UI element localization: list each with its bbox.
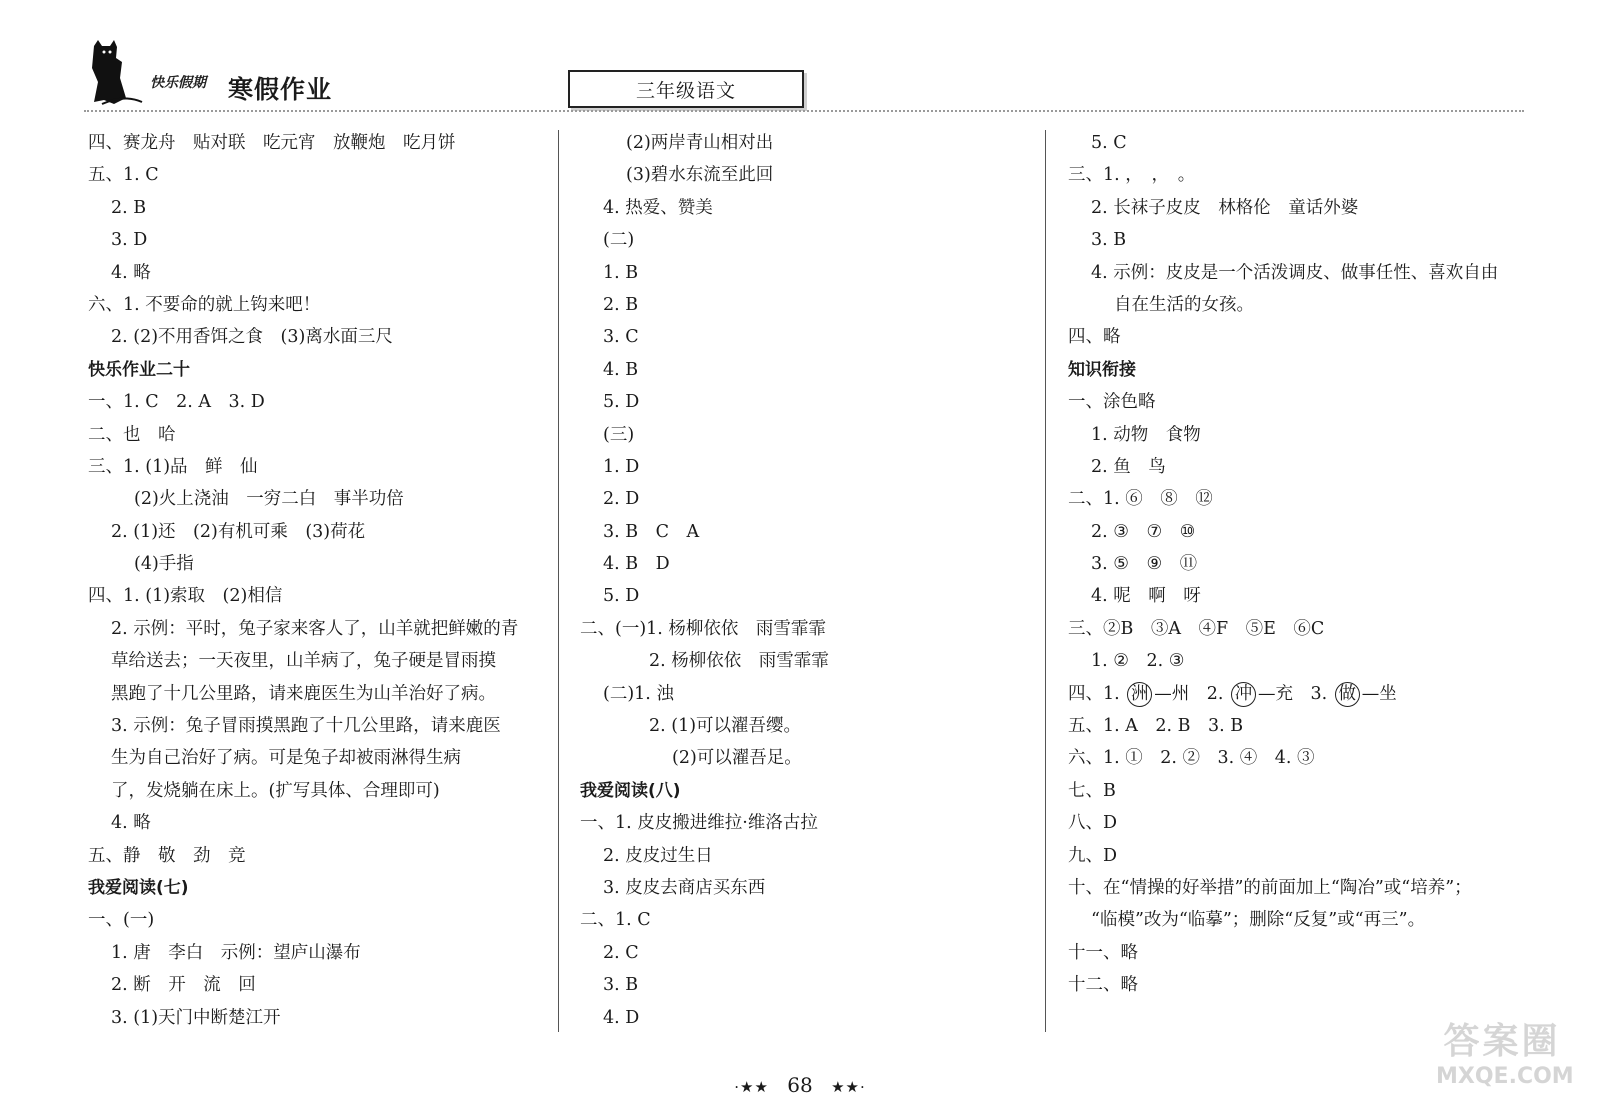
answer-text: 三、1. (1)品 鲜 仙 bbox=[88, 456, 258, 477]
answer-text: 四、1. (1)索取 (2)相信 bbox=[88, 586, 283, 607]
answer-line bbox=[580, 354, 1038, 386]
answer-text: 2. ③ ⑦ ⑩ bbox=[1091, 521, 1196, 542]
answer-line bbox=[88, 580, 550, 612]
answer-text: 一、1. 皮皮搬进维拉·维洛古拉 bbox=[580, 813, 818, 834]
answer-line bbox=[580, 159, 1038, 191]
answer-line bbox=[1068, 386, 1538, 418]
answer-line bbox=[580, 419, 1038, 451]
answer-text: 5. C bbox=[1091, 133, 1127, 153]
answer-text: 二、1. C bbox=[580, 910, 651, 931]
answer-line bbox=[88, 257, 550, 289]
answer-text: 5. D bbox=[603, 586, 640, 607]
answer-line bbox=[580, 742, 1038, 774]
answer-text: 二、(一)1. 杨柳依依 雨雪霏霏 bbox=[580, 618, 826, 639]
watermark-text: 答案圈 bbox=[1443, 1021, 1561, 1062]
answer-line bbox=[88, 386, 550, 418]
answer-line bbox=[580, 516, 1038, 548]
answer-line bbox=[1068, 159, 1538, 191]
answer-text: 2. D bbox=[603, 489, 640, 510]
answer-text: 1. B bbox=[603, 262, 639, 283]
answer-line bbox=[580, 451, 1038, 483]
answer-text: 四、略 bbox=[1068, 327, 1121, 348]
answer-text: 我爱阅读(七) bbox=[88, 877, 189, 898]
answer-line bbox=[88, 969, 550, 1001]
answer-text: 3. B bbox=[1091, 230, 1127, 251]
answer-text: (2)两岸青山相对出 bbox=[626, 133, 774, 153]
answer-line bbox=[88, 613, 550, 645]
answer-line bbox=[1068, 872, 1538, 904]
answer-line bbox=[1068, 580, 1538, 612]
answer-text: 八、D bbox=[1068, 813, 1118, 834]
answer-line bbox=[88, 451, 550, 483]
answer-text: 1. ② 2. ③ bbox=[1091, 651, 1185, 672]
footer-stars-left: ·★★ bbox=[734, 1078, 769, 1096]
answer-line bbox=[1068, 548, 1538, 580]
answer-text: 2. B bbox=[603, 294, 639, 315]
answer-line bbox=[1068, 645, 1538, 677]
section-heading bbox=[580, 775, 1038, 807]
answer-text: 4. B bbox=[603, 359, 639, 380]
answer-text: 一、1. C 2. A 3. D bbox=[88, 392, 265, 413]
answer-line bbox=[88, 483, 550, 515]
answer-line bbox=[88, 321, 550, 353]
answer-line bbox=[1068, 840, 1538, 872]
answer-text: 七、B bbox=[1068, 780, 1116, 801]
answer-text: 四、1. bbox=[1068, 683, 1126, 704]
header-logo bbox=[84, 38, 144, 108]
answer-text: 五、静 敬 劲 竞 bbox=[88, 845, 246, 866]
answer-line bbox=[88, 224, 550, 256]
answer-text: 二、1. ⑥ ⑧ ⑫ bbox=[1068, 489, 1213, 510]
answer-line bbox=[88, 678, 550, 710]
answer-text: 4. 示例：皮皮是一个活泼调皮、做事任性、喜欢自由 bbox=[1091, 262, 1499, 283]
answer-text: 九、D bbox=[1068, 845, 1118, 866]
answer-line bbox=[580, 127, 1038, 159]
answer-text: 3. B C A bbox=[603, 521, 700, 542]
answer-text: 2. (1)还 (2)有机可乘 (3)荷花 bbox=[111, 521, 366, 542]
answer-line bbox=[88, 516, 550, 548]
answer-line bbox=[580, 257, 1038, 289]
answer-line bbox=[88, 548, 550, 580]
answer-text: 1. 唐 李白 示例：望庐山瀑布 bbox=[111, 942, 361, 963]
circled-character: 洲 bbox=[1127, 682, 1152, 707]
answer-text: 知识衔接 bbox=[1068, 359, 1136, 380]
answer-line bbox=[580, 937, 1038, 969]
answer-text: 自在生活的女孩。 bbox=[1114, 294, 1254, 315]
answer-text: 5. D bbox=[603, 392, 640, 413]
footer-stars-right: ★★· bbox=[831, 1078, 866, 1096]
subject-label bbox=[568, 70, 804, 108]
answer-text: 3. D bbox=[111, 230, 148, 251]
answer-text: 十二、略 bbox=[1068, 975, 1138, 996]
answer-line bbox=[1068, 678, 1538, 710]
answer-text: 2. 断 开 流 回 bbox=[111, 975, 256, 996]
section-heading bbox=[88, 354, 550, 386]
answer-text: 三、②B ③A ④F ⑤E ⑥C bbox=[1068, 618, 1325, 639]
answer-line bbox=[1068, 483, 1538, 515]
answer-line bbox=[580, 548, 1038, 580]
subject-text: 三年级语文 bbox=[635, 79, 736, 102]
answer-text: 4. 略 bbox=[111, 262, 151, 283]
answer-text: 2. C bbox=[603, 942, 639, 963]
answer-line bbox=[1068, 451, 1538, 483]
answer-line bbox=[1068, 516, 1538, 548]
header-divider bbox=[84, 110, 1524, 112]
answer-text: (二)1. 浊 bbox=[603, 683, 674, 704]
answer-column-3 bbox=[1068, 127, 1538, 1002]
answer-text: 十、在“情操的好举措”的前面加上“陶冶”或“培养”； bbox=[1068, 877, 1472, 898]
answer-text: 3. B bbox=[603, 975, 639, 996]
answer-text: 4. 略 bbox=[111, 813, 151, 834]
answer-line bbox=[1068, 807, 1538, 839]
answer-text: 生为自己治好了病。可是兔子却被雨淋得生病 bbox=[111, 748, 461, 769]
answer-text: 二、也 哈 bbox=[88, 424, 176, 445]
answer-text: 一、涂色略 bbox=[1068, 392, 1156, 413]
answer-text: (2)可以濯吾足。 bbox=[672, 748, 802, 769]
answer-line bbox=[1068, 127, 1538, 159]
answer-line bbox=[88, 192, 550, 224]
answer-text: 六、1. 不要命的就上钩来吧！ bbox=[88, 294, 321, 315]
circled-character: 做 bbox=[1335, 682, 1360, 707]
answer-line bbox=[88, 289, 550, 321]
answer-text: (3)碧水东流至此回 bbox=[626, 165, 774, 186]
answer-text: 五、1. A 2. B 3. B bbox=[1068, 716, 1244, 737]
answer-text: 2. 示例：平时，兔子家来客人了，山羊就把鲜嫩的青 bbox=[111, 618, 519, 639]
answer-text: 3. C bbox=[603, 327, 639, 348]
answer-text: 黑跑了十几公里路，请来鹿医生为山羊治好了病。 bbox=[111, 683, 496, 704]
answer-text: 4. D bbox=[603, 1007, 640, 1028]
answer-line bbox=[88, 645, 550, 677]
answer-line bbox=[1068, 192, 1538, 224]
answer-text: 2. 杨柳依依 雨雪霏霏 bbox=[649, 651, 829, 672]
answer-text: (2)火上浇油 一穷二白 事半功倍 bbox=[134, 489, 404, 510]
answer-text: 快乐作业二十 bbox=[88, 359, 190, 380]
answer-line bbox=[580, 645, 1038, 677]
answer-text: 六、1. ① 2. ② 3. ④ 4. ③ bbox=[1068, 748, 1315, 769]
answer-line bbox=[88, 904, 550, 936]
answer-text: 草给送去；一天夜里，山羊病了，兔子硬是冒雨摸 bbox=[111, 651, 496, 672]
answer-line bbox=[88, 840, 550, 872]
answer-line bbox=[580, 969, 1038, 1001]
answer-text: 3. ⑤ ⑨ ⑪ bbox=[1091, 554, 1198, 575]
answer-line bbox=[88, 937, 550, 969]
answer-line bbox=[1068, 289, 1538, 321]
answer-text: 十一、略 bbox=[1068, 942, 1138, 963]
header-brand: 快乐假期 bbox=[150, 75, 206, 91]
answer-text: (二) bbox=[603, 230, 635, 251]
answer-text: 1. D bbox=[603, 456, 640, 477]
answer-text: 五、1. C bbox=[88, 165, 159, 186]
answer-text: 3. 示例：兔子冒雨摸黑跑了十几公里路，请来鹿医 bbox=[111, 716, 501, 737]
answer-line bbox=[580, 840, 1038, 872]
answer-line bbox=[88, 1002, 550, 1034]
answer-line bbox=[88, 159, 550, 191]
answer-line bbox=[1068, 257, 1538, 289]
answer-line bbox=[1068, 224, 1538, 256]
answer-line bbox=[580, 483, 1038, 515]
answer-line bbox=[1068, 321, 1538, 353]
circled-character: 冲 bbox=[1231, 682, 1256, 707]
answer-line bbox=[580, 1002, 1038, 1034]
answer-line bbox=[88, 419, 550, 451]
section-heading bbox=[88, 872, 550, 904]
answer-text: —坐 bbox=[1361, 683, 1397, 704]
page-footer bbox=[0, 1073, 1600, 1097]
answer-text: —充 3. bbox=[1258, 683, 1333, 704]
answer-line bbox=[580, 224, 1038, 256]
answer-text: (4)手指 bbox=[134, 554, 194, 575]
answer-line bbox=[88, 127, 550, 159]
answer-text: 一、(一) bbox=[88, 910, 155, 931]
answer-text: (三) bbox=[603, 424, 635, 445]
answer-text: 3. 皮皮去商店买东西 bbox=[603, 877, 766, 898]
answer-text: 了，发烧躺在床上。(扩写具体、合理即可) bbox=[111, 780, 440, 801]
watermark bbox=[1436, 1021, 1574, 1101]
answer-line bbox=[580, 580, 1038, 612]
column-divider-2 bbox=[1045, 130, 1046, 1032]
answer-line bbox=[580, 904, 1038, 936]
answer-line bbox=[1068, 937, 1538, 969]
answer-line bbox=[88, 710, 550, 742]
answer-line bbox=[1068, 419, 1538, 451]
answer-line bbox=[1068, 904, 1538, 936]
answer-line bbox=[1068, 710, 1538, 742]
answer-line bbox=[88, 742, 550, 774]
answer-line bbox=[580, 678, 1038, 710]
answer-text: 2. 长袜子皮皮 林格伦 童话外婆 bbox=[1091, 197, 1359, 218]
answer-text: 2. 皮皮过生日 bbox=[603, 845, 713, 866]
answer-line bbox=[1068, 613, 1538, 645]
answer-text: 2. B bbox=[111, 197, 147, 218]
answer-line bbox=[580, 289, 1038, 321]
answer-text: 2. (1)可以濯吾缨。 bbox=[649, 716, 802, 737]
answer-text: 三、1. ， ， 。 bbox=[1068, 165, 1196, 186]
answer-line bbox=[580, 386, 1038, 418]
answer-line bbox=[580, 807, 1038, 839]
answer-line bbox=[1068, 775, 1538, 807]
watermark-url: MXQE.COM bbox=[1436, 1064, 1574, 1089]
answer-column-1 bbox=[88, 127, 550, 1034]
answer-text: 3. (1)天门中断楚江开 bbox=[111, 1007, 281, 1028]
answer-text: 四、赛龙舟 贴对联 吃元宵 放鞭炮 吃月饼 bbox=[88, 133, 456, 153]
answer-line bbox=[580, 872, 1038, 904]
answer-line bbox=[88, 775, 550, 807]
answer-text: 1. 动物 食物 bbox=[1091, 424, 1201, 445]
answer-text: 我爱阅读(八) bbox=[580, 780, 681, 801]
answer-line bbox=[580, 321, 1038, 353]
answer-line bbox=[580, 192, 1038, 224]
answer-line bbox=[1068, 742, 1538, 774]
answer-column-2 bbox=[580, 127, 1038, 1034]
answer-text: 4. 呢 啊 呀 bbox=[1091, 586, 1201, 607]
section-heading bbox=[1068, 354, 1538, 386]
answer-text: “临模”改为“临摹”；删除“反复”或“再三”。 bbox=[1091, 910, 1426, 931]
column-divider-1 bbox=[558, 130, 559, 1032]
answer-line bbox=[580, 710, 1038, 742]
header-title: 寒假作业 bbox=[228, 75, 333, 104]
answer-line bbox=[88, 807, 550, 839]
answer-text: 2. 鱼 鸟 bbox=[1091, 456, 1166, 477]
answer-text: 2. (2)不用香饵之食 (3)离水面三尺 bbox=[111, 327, 393, 348]
answer-text: 4. 热爱、赞美 bbox=[603, 197, 713, 218]
answer-line bbox=[1068, 969, 1538, 1001]
answer-text: 4. B D bbox=[603, 554, 670, 575]
page-number: 68 bbox=[787, 1073, 813, 1097]
answer-text: —州 2. bbox=[1154, 683, 1230, 704]
answer-line bbox=[580, 613, 1038, 645]
